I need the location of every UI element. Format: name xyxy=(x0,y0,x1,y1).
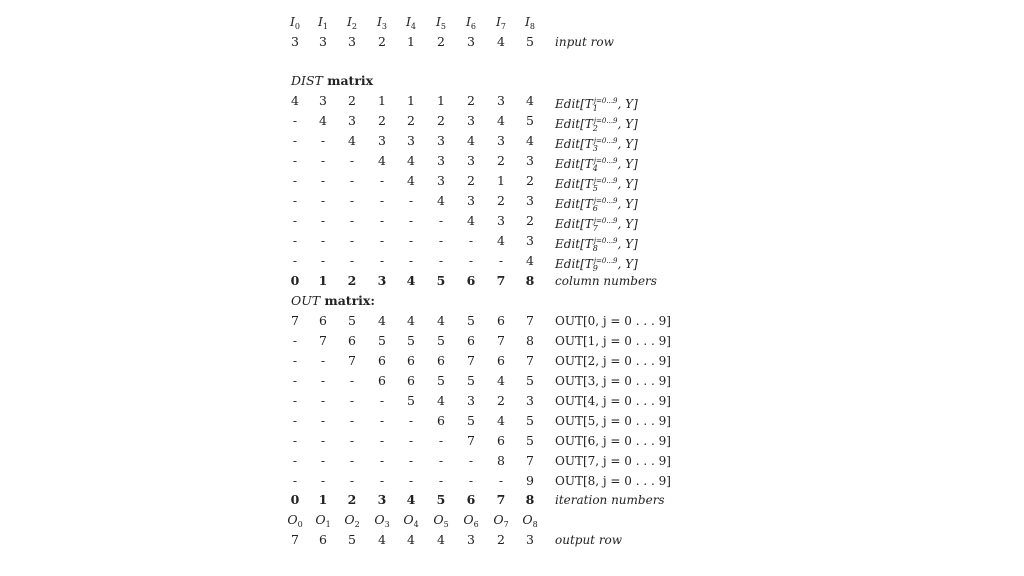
dist-cell: - xyxy=(379,173,385,188)
out-cell: 4 xyxy=(437,313,445,328)
dist-cell: - xyxy=(320,193,326,208)
dist-row-label: $Edit[T_4^{j=0...9}$, Y] xyxy=(555,157,638,173)
dist-row xyxy=(0,171,1024,191)
dist-cell: 5 xyxy=(526,113,534,128)
column-number-cell: 3 xyxy=(377,273,387,288)
output-row-cell: 4 xyxy=(437,532,445,547)
dist-cell: 4 xyxy=(407,173,415,188)
input-header-cell: $I_4$ xyxy=(405,14,417,31)
dist-cell: 2 xyxy=(437,113,445,128)
iteration-number-cell: 6 xyxy=(466,492,476,507)
out-cell: 5 xyxy=(467,373,475,388)
output-row-cell: 7 xyxy=(291,532,299,547)
out-cell: 5 xyxy=(526,373,534,388)
dist-cell: 4 xyxy=(437,193,445,208)
dist-cell: 4 xyxy=(378,153,386,168)
input-header-cell: $I_2$ xyxy=(346,14,358,31)
out-cell: 5 xyxy=(348,313,356,328)
out-cell: - xyxy=(292,453,298,468)
out-cell: 7 xyxy=(526,353,534,368)
dist-cell: - xyxy=(379,213,385,228)
dist-cell: 3 xyxy=(497,213,505,228)
dist-cell: 4 xyxy=(467,133,475,148)
out-cell: 5 xyxy=(467,313,475,328)
input-row-cell: 3 xyxy=(319,34,327,49)
column-number-cell: 0 xyxy=(290,273,300,288)
dist-row xyxy=(0,191,1024,211)
out-cell: 6 xyxy=(497,313,505,328)
out-cell: - xyxy=(438,433,444,448)
dist-cell: - xyxy=(468,253,474,268)
out-row-label: OUT[2, j = 0 . . . 9] xyxy=(555,354,671,368)
dist-row-label: $Edit[T_5^{j=0...9}$, Y] xyxy=(555,177,638,193)
out-cell: 5 xyxy=(378,333,386,348)
out-cell: 4 xyxy=(378,313,386,328)
output-header-cell: $O_5$ xyxy=(433,512,449,529)
out-cell: - xyxy=(438,453,444,468)
output-row-cell: 4 xyxy=(378,532,386,547)
out-cell: 9 xyxy=(526,473,534,488)
input-header-cell: $I_6$ xyxy=(465,14,477,31)
dist-row-label: $Edit[T_1^{j=0...9}$, Y] xyxy=(555,97,638,113)
dist-cell: 3 xyxy=(437,133,445,148)
out-cell: - xyxy=(438,473,444,488)
out-row-label: OUT[3, j = 0 . . . 9] xyxy=(555,374,671,388)
out-cell: 6 xyxy=(348,333,356,348)
dist-row-label: $Edit[T_9^{j=0...9}$, Y] xyxy=(555,257,638,273)
out-cell: 4 xyxy=(437,393,445,408)
output-row-cell: 2 xyxy=(497,532,505,547)
out-cell: - xyxy=(292,413,298,428)
dist-cell: 2 xyxy=(378,113,386,128)
dist-cell: 1 xyxy=(378,93,386,108)
dist-cell: 3 xyxy=(467,113,475,128)
dist-row xyxy=(0,151,1024,171)
out-cell: 6 xyxy=(467,333,475,348)
output-header-cell: $O_7$ xyxy=(493,512,509,529)
dist-cell: 2 xyxy=(526,213,534,228)
dist-cell: - xyxy=(320,153,326,168)
dist-cell: - xyxy=(438,233,444,248)
out-cell: - xyxy=(379,433,385,448)
dist-cell: 3 xyxy=(497,133,505,148)
out-cell: 8 xyxy=(497,453,505,468)
out-cell: 6 xyxy=(437,353,445,368)
dist-cell: 3 xyxy=(407,133,415,148)
out-row-label: OUT[1, j = 0 . . . 9] xyxy=(555,334,671,348)
out-cell: - xyxy=(320,473,326,488)
dist-cell: - xyxy=(438,213,444,228)
output-row xyxy=(0,530,1024,550)
dist-cell: - xyxy=(292,173,298,188)
dist-cell: 2 xyxy=(407,113,415,128)
input-header-cell: $I_1$ xyxy=(317,14,329,31)
input-header-cell: $I_7$ xyxy=(495,14,507,31)
out-cell: - xyxy=(292,393,298,408)
dist-cell: 2 xyxy=(497,193,505,208)
column-numbers-row xyxy=(0,271,1024,291)
out-cell: - xyxy=(349,373,355,388)
output-row-cell: 4 xyxy=(407,532,415,547)
out-row-label: OUT[4, j = 0 . . . 9] xyxy=(555,394,671,408)
output-row-cell: 3 xyxy=(467,532,475,547)
dist-cell: - xyxy=(320,173,326,188)
dist-title-row xyxy=(0,71,1024,91)
dist-cell: - xyxy=(349,233,355,248)
dist-row-label: $Edit[T_8^{j=0...9}$, Y] xyxy=(555,237,638,253)
iteration-number-cell: 5 xyxy=(436,492,446,507)
out-cell: 6 xyxy=(319,313,327,328)
iteration-number-cell: 2 xyxy=(347,492,357,507)
out-cell: 4 xyxy=(497,373,505,388)
output-header-cell: $O_8$ xyxy=(522,512,538,529)
dist-row-label: $Edit[T_6^{j=0...9}$, Y] xyxy=(555,197,638,213)
dist-row xyxy=(0,111,1024,131)
out-cell: - xyxy=(468,473,474,488)
out-cell: 7 xyxy=(467,433,475,448)
out-cell: - xyxy=(320,413,326,428)
output-row-cell: 5 xyxy=(348,532,356,547)
dist-cell: 1 xyxy=(497,173,505,188)
dist-cell: - xyxy=(408,193,414,208)
out-cell: - xyxy=(408,473,414,488)
output-row-label: output row xyxy=(555,533,623,547)
out-title-row xyxy=(0,291,1024,311)
input-row-cell: 3 xyxy=(291,34,299,49)
column-number-cell: 2 xyxy=(347,273,357,288)
dist-cell: 2 xyxy=(526,173,534,188)
out-cell: - xyxy=(320,453,326,468)
dist-cell: 4 xyxy=(467,213,475,228)
out-cell: 7 xyxy=(497,333,505,348)
dist-cell: 3 xyxy=(497,93,505,108)
out-cell: 2 xyxy=(497,393,505,408)
dist-cell: - xyxy=(320,233,326,248)
dist-cell: 3 xyxy=(526,193,534,208)
dist-cell: - xyxy=(292,233,298,248)
output-header-cell: $O_1$ xyxy=(315,512,331,529)
out-cell: - xyxy=(349,453,355,468)
out-cell: - xyxy=(349,473,355,488)
dist-row-label: $Edit[T_7^{j=0...9}$, Y] xyxy=(555,217,638,233)
out-row-label: OUT[7, j = 0 . . . 9] xyxy=(555,454,671,468)
dist-cell: - xyxy=(379,253,385,268)
dist-row xyxy=(0,231,1024,251)
out-row xyxy=(0,391,1024,411)
out-cell: 5 xyxy=(467,413,475,428)
iteration-number-cell: 7 xyxy=(496,492,506,507)
out-cell: - xyxy=(349,413,355,428)
out-cell: 5 xyxy=(407,333,415,348)
column-number-cell: 1 xyxy=(318,273,328,288)
out-cell: - xyxy=(349,433,355,448)
dist-row-label: $Edit[T_3^{j=0...9}$, Y] xyxy=(555,137,638,153)
output-header-cell: $O_0$ xyxy=(287,512,303,529)
dist-cell: - xyxy=(408,253,414,268)
input-row-cell: 1 xyxy=(407,34,415,49)
column-numbers-label: column numbers xyxy=(555,274,657,288)
out-cell: 3 xyxy=(526,393,534,408)
out-cell: 7 xyxy=(291,313,299,328)
out-cell: - xyxy=(320,433,326,448)
dist-cell: 3 xyxy=(526,233,534,248)
out-cell: - xyxy=(320,353,326,368)
dist-cell: 1 xyxy=(407,93,415,108)
input-row-cell: 2 xyxy=(437,34,445,49)
out-row xyxy=(0,471,1024,491)
out-cell: 7 xyxy=(526,313,534,328)
dist-cell: 3 xyxy=(526,153,534,168)
input-header-cell: $I_5$ xyxy=(435,14,447,31)
out-cell: - xyxy=(379,473,385,488)
out-cell: 6 xyxy=(437,413,445,428)
input-row-label: input row xyxy=(555,35,614,49)
dist-cell: - xyxy=(468,233,474,248)
out-cell: - xyxy=(292,373,298,388)
input-row-cell: 3 xyxy=(348,34,356,49)
dist-cell: - xyxy=(292,153,298,168)
column-number-cell: 5 xyxy=(436,273,446,288)
output-header-cell: $O_4$ xyxy=(403,512,419,529)
dist-cell: - xyxy=(408,213,414,228)
out-cell: - xyxy=(379,413,385,428)
out-cell: 7 xyxy=(348,353,356,368)
out-cell: 3 xyxy=(467,393,475,408)
dist-cell: 4 xyxy=(497,113,505,128)
dist-cell: - xyxy=(292,253,298,268)
output-header-row xyxy=(0,510,1024,530)
out-cell: - xyxy=(349,393,355,408)
dist-row xyxy=(0,91,1024,111)
out-cell: 5 xyxy=(437,333,445,348)
out-cell: 6 xyxy=(497,433,505,448)
dist-cell: - xyxy=(379,193,385,208)
input-header-row xyxy=(0,12,1024,32)
dist-matrix-title: DIST matrix xyxy=(291,73,374,88)
dist-cell: - xyxy=(498,253,504,268)
dist-cell: - xyxy=(320,213,326,228)
dist-cell: 3 xyxy=(467,193,475,208)
out-cell: - xyxy=(320,373,326,388)
dist-cell: 4 xyxy=(407,153,415,168)
out-cell: - xyxy=(320,393,326,408)
input-row-cell: 4 xyxy=(497,34,505,49)
out-cell: 6 xyxy=(378,353,386,368)
out-cell: 4 xyxy=(407,313,415,328)
iteration-number-cell: 3 xyxy=(377,492,387,507)
out-cell: - xyxy=(408,413,414,428)
out-cell: 5 xyxy=(526,413,534,428)
dist-row xyxy=(0,251,1024,271)
out-row xyxy=(0,371,1024,391)
out-row-label: OUT[5, j = 0 . . . 9] xyxy=(555,414,671,428)
out-cell: 8 xyxy=(526,333,534,348)
dist-cell: 1 xyxy=(437,93,445,108)
dist-cell: 2 xyxy=(467,93,475,108)
input-header-cell: $I_0$ xyxy=(289,14,301,31)
out-cell: 4 xyxy=(497,413,505,428)
out-matrix-title: OUT matrix: xyxy=(291,293,375,308)
out-cell: - xyxy=(408,453,414,468)
iteration-number-cell: 1 xyxy=(318,492,328,507)
dist-cell: 4 xyxy=(526,93,534,108)
dist-cell: - xyxy=(320,133,326,148)
dist-cell: 3 xyxy=(437,173,445,188)
dist-row xyxy=(0,211,1024,231)
out-row-label: OUT[6, j = 0 . . . 9] xyxy=(555,434,671,448)
iteration-number-cell: 8 xyxy=(525,492,535,507)
out-row xyxy=(0,451,1024,471)
dist-row-label: $Edit[T_2^{j=0...9}$, Y] xyxy=(555,117,638,133)
out-cell: - xyxy=(292,353,298,368)
dist-cell: - xyxy=(320,253,326,268)
out-cell: 5 xyxy=(407,393,415,408)
input-header-cell: $I_8$ xyxy=(524,14,536,31)
output-row-cell: 6 xyxy=(319,532,327,547)
dist-cell: 4 xyxy=(526,133,534,148)
dist-cell: 2 xyxy=(497,153,505,168)
out-cell: - xyxy=(498,473,504,488)
out-cell: - xyxy=(408,433,414,448)
dist-cell: 4 xyxy=(497,233,505,248)
dist-row xyxy=(0,131,1024,151)
input-row xyxy=(0,32,1024,52)
dist-cell: 3 xyxy=(378,133,386,148)
out-cell: - xyxy=(292,333,298,348)
dist-cell: - xyxy=(408,233,414,248)
dist-cell: 3 xyxy=(437,153,445,168)
input-row-cell: 5 xyxy=(526,34,534,49)
column-number-cell: 8 xyxy=(525,273,535,288)
dist-cell: 2 xyxy=(467,173,475,188)
dist-cell: - xyxy=(349,193,355,208)
out-cell: 6 xyxy=(497,353,505,368)
output-row-cell: 3 xyxy=(526,532,534,547)
out-cell: - xyxy=(292,473,298,488)
dist-cell: 4 xyxy=(348,133,356,148)
out-cell: 5 xyxy=(526,433,534,448)
dist-cell: 3 xyxy=(467,153,475,168)
column-number-cell: 6 xyxy=(466,273,476,288)
iteration-numbers-label: iteration numbers xyxy=(555,493,665,507)
out-row xyxy=(0,351,1024,371)
out-row-label: OUT[8, j = 0 . . . 9] xyxy=(555,474,671,488)
dist-cell: 2 xyxy=(348,93,356,108)
out-cell: 7 xyxy=(526,453,534,468)
input-row-cell: 2 xyxy=(378,34,386,49)
dist-cell: 4 xyxy=(319,113,327,128)
dist-cell: - xyxy=(349,213,355,228)
iteration-number-cell: 4 xyxy=(406,492,416,507)
out-cell: - xyxy=(379,453,385,468)
dist-cell: - xyxy=(379,233,385,248)
input-header-cell: $I_3$ xyxy=(376,14,388,31)
out-row xyxy=(0,331,1024,351)
dist-cell: - xyxy=(292,113,298,128)
dist-cell: 3 xyxy=(319,93,327,108)
output-header-cell: $O_6$ xyxy=(463,512,479,529)
out-cell: - xyxy=(379,393,385,408)
dist-cell: - xyxy=(292,193,298,208)
dist-cell: - xyxy=(438,253,444,268)
dist-cell: - xyxy=(292,133,298,148)
iteration-numbers-row xyxy=(0,490,1024,510)
out-row xyxy=(0,431,1024,451)
dist-cell: 3 xyxy=(348,113,356,128)
output-header-cell: $O_3$ xyxy=(374,512,390,529)
dist-cell: - xyxy=(349,173,355,188)
out-row xyxy=(0,411,1024,431)
out-cell: 6 xyxy=(378,373,386,388)
out-cell: 7 xyxy=(319,333,327,348)
dist-cell: - xyxy=(292,213,298,228)
out-cell: - xyxy=(292,433,298,448)
out-cell: 6 xyxy=(407,353,415,368)
dist-cell: - xyxy=(349,253,355,268)
dist-cell: - xyxy=(349,153,355,168)
out-row-label: OUT[0, j = 0 . . . 9] xyxy=(555,314,671,328)
dist-cell: 4 xyxy=(291,93,299,108)
column-number-cell: 7 xyxy=(496,273,506,288)
out-cell: 7 xyxy=(467,353,475,368)
out-cell: 6 xyxy=(407,373,415,388)
column-number-cell: 4 xyxy=(406,273,416,288)
iteration-number-cell: 0 xyxy=(290,492,300,507)
dist-cell: 4 xyxy=(526,253,534,268)
out-cell: 5 xyxy=(437,373,445,388)
input-row-cell: 3 xyxy=(467,34,475,49)
output-header-cell: $O_2$ xyxy=(344,512,360,529)
out-row xyxy=(0,311,1024,331)
out-cell: - xyxy=(468,453,474,468)
